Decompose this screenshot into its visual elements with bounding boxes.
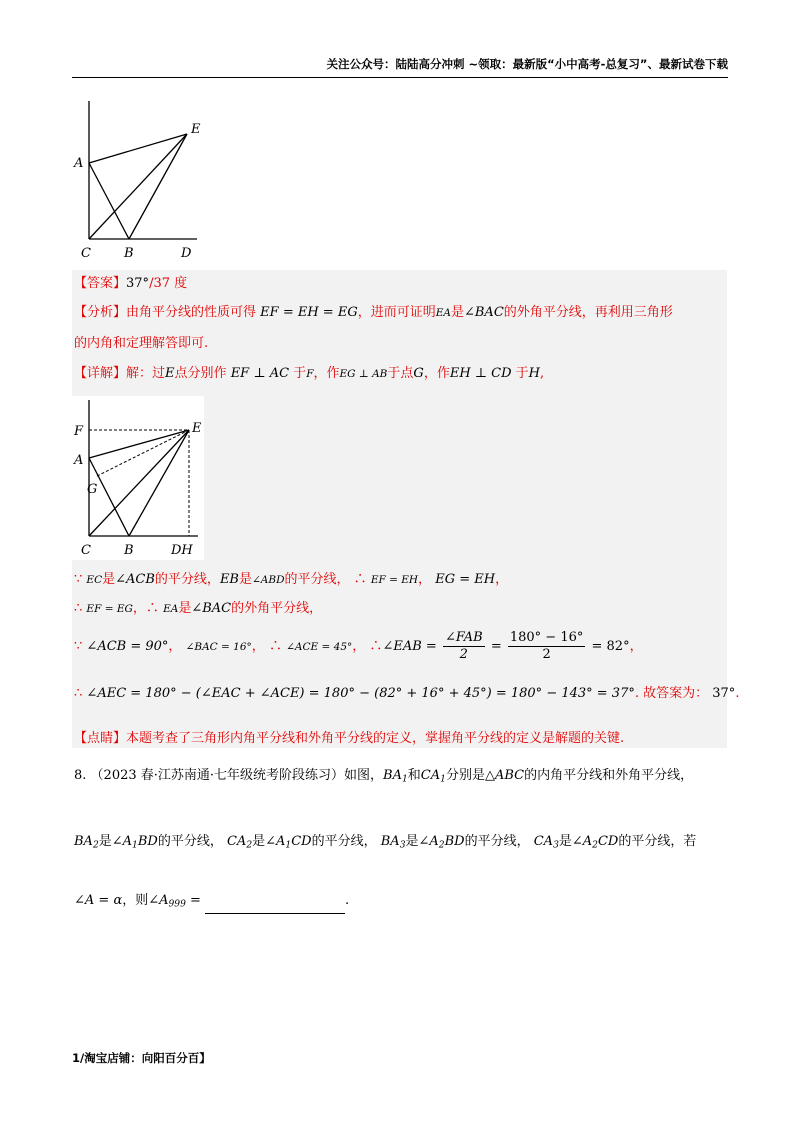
question-8-line-2: $BA_2$是$\angle A_1BD$的平分线， $CA_2$是$\angle A_1CD$的平分线， $BA_3$是$\angle A_2BD$的平分线， $CA_3$是$\angle A_2CD$的平分线，若 — [74, 834, 697, 851]
answer-line: 【答案】37°/37 度 — [74, 276, 188, 291]
figure-1 — [72, 96, 212, 266]
fig2-label-G: G — [87, 482, 98, 497]
page-footer: 1/淘宝店铺：向阳百分百】 — [72, 1051, 211, 1065]
fig2-label-E: E — [192, 421, 202, 436]
because-line-1: ∵ EC是∠ACB的平分线，EB是∠ABD的平分线， ∴ EF = EH， EG = EH， — [74, 572, 509, 587]
fig2-label-F: F — [74, 424, 84, 439]
fraction-2: $\frac{180^\circ - 16^\circ}{2}$ — [509, 630, 584, 662]
page-header: 关注公众号：陆陆高分冲刺 ~领取：最新版“小中高考-总复习”、最新试卷下载 — [72, 56, 728, 78]
fig2-label-C: C — [81, 543, 91, 558]
fig1-label-D: D — [181, 246, 192, 261]
analysis-line-1: 【分析】由角平分线的性质可得 EF = EH = EG，进而可证明EA是∠BAC的外角平分线，再利用三角形 — [74, 305, 673, 320]
figure-2 — [72, 396, 204, 560]
fig2-label-DH: DH — [171, 543, 193, 558]
because-line-2: ∵ ∠ACB = 90°， ∠BAC = 16°， ∴ ∠ACE = 45°， ∴∠EAB = $\frac{\text{∠FAB}}{2}$ = $\frac{180^\circ - 16^\circ}{2}$ = 82°， — [74, 630, 643, 662]
question-8-line-3: ∠A = α，则$\angle A_{999}$ = . — [74, 891, 349, 914]
fig2-label-A: A — [74, 453, 84, 468]
fig2-label-B: B — [124, 543, 134, 558]
fig1-label-C: C — [81, 246, 91, 261]
comment-line: 【点睛】本题考查了三角形内角平分线和外角平分线的定义，掌握角平分线的定义是解题的关键. — [74, 731, 625, 746]
answer-blank[interactable] — [205, 899, 345, 914]
fraction-1: $\frac{\text{∠FAB}}{2}$ — [444, 630, 483, 662]
question-8-line-1: 8. （2023 春·江苏南通·七年级统考阶段练习）如图，$BA_1$和$CA_1$分别是△ABC的内角平分线和外角平分线， — [74, 768, 694, 785]
detail-line: 【详解】解：过E点分别作 EF ⊥ AC 于F，作EG ⊥ AB于点G，作EH ⊥ CD 于H, — [74, 366, 545, 381]
analysis-line-2: 的内角和定理解答即可. — [74, 336, 209, 351]
therefore-line-1: ∴ EF = EG，∴ EA是∠BAC的外角平分线， — [74, 601, 323, 616]
fig1-label-A: A — [74, 156, 84, 171]
therefore-line-2: ∴ ∠AEC = 180° − (∠EAC + ∠ACE) = 180° − (82° + 16° + 45°) = 180° − 143° = 37°. 故答案为： 37°. — [74, 686, 740, 701]
fig1-label-B: B — [124, 246, 134, 261]
fig1-label-E: E — [191, 122, 201, 137]
